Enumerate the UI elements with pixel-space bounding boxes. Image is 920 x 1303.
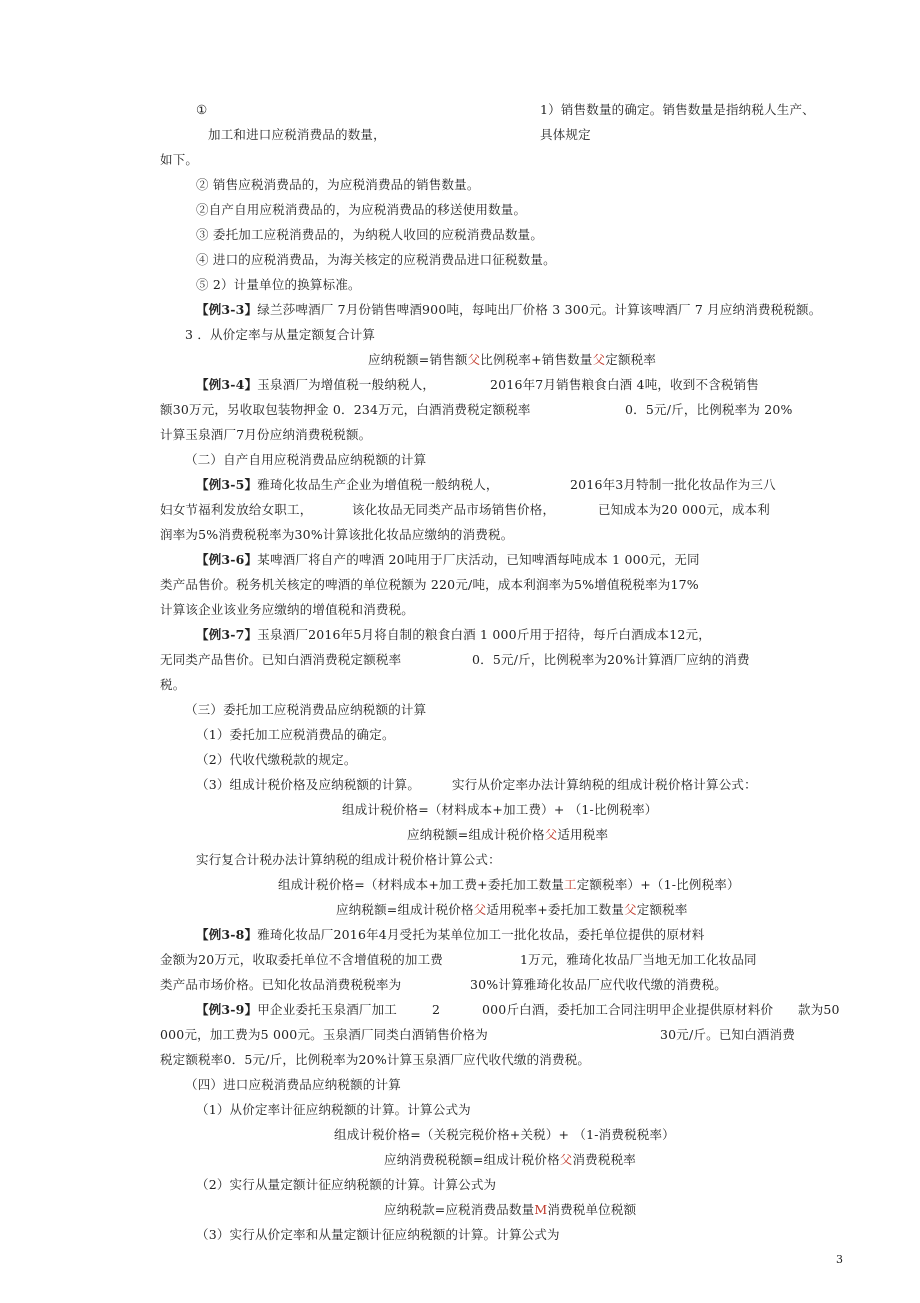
list-item: （3）实行从价定率和从量定额计征应纳税额的计算。计算公式为 [196,1227,560,1242]
formula-operator: 父 [592,352,606,367]
paragraph-text: 款为50 [798,1002,840,1017]
example-3-5 [196,476,499,494]
example-3-9 [196,1001,397,1019]
formula-part: 应纳税额=组成计税价格 [336,902,474,917]
example-text: 雅琦化妆品厂2016年4月受托为某单位加工一批化妆品，委托单位提供的原材料 [257,927,705,942]
paragraph-text: 30%计算雅琦化妆品厂应代收代缴的消费税。 [470,977,727,992]
formula-part: 消费税税率 [572,1152,636,1167]
paragraph-text: 0．5元/斤，比例税率为20%计算酒厂应纳的消费 [472,652,750,667]
paragraph-text: 实行复合计税办法计算纳税的组成计税价格计算公式： [196,852,501,867]
formula-part: 比例税率+销售数量 [480,352,593,367]
paragraph-text: 润率为5%消费税税率为30%计算该批化妆品应缴纳的消费税。 [160,527,514,542]
paragraph-text: 加工和进口应税消费品的数量， [208,127,386,142]
paragraph-text: 2 [432,1002,441,1017]
formula [368,351,656,369]
example-text: 雅琦化妆品生产企业为增值税一般纳税人， [257,477,499,492]
example-tag: 【例3-4】 [196,377,258,392]
formula [278,876,740,894]
section-heading: （四）进口应税消费品应纳税额的计算 [185,1077,401,1092]
list-item: ③ 委托加工应税消费品的，为纳税人收回的应税消费品数量。 [196,227,544,242]
paragraph-text: 计算该企业该业务应缴纳的增值税和消费税。 [160,602,415,617]
formula-operator: 父 [473,902,487,917]
formula-operator: 父 [559,1152,573,1167]
example-text: 甲企业委托玉泉酒厂加工 [257,1002,397,1017]
formula-operator: M [534,1202,548,1217]
formula-part: 应纳消费税税额=组成计税价格 [384,1152,560,1167]
list-item: ⑤ 2）计量单位的换算标准。 [196,277,361,292]
formula-part: 应纳税额=销售额 [368,352,468,367]
list-item: （3）组成计税价格及应纳税额的计算。 [196,777,421,792]
paragraph-text: 该化妆品无同类产品市场销售价格， [352,502,556,517]
formula: 组成计税价格=（材料成本+加工费）+ （1-比例税率） [342,802,658,817]
formula-operator: 父 [544,827,558,842]
paragraph-text: 1万元，雅琦化妆品厂当地无加工化妆品同 [520,952,757,967]
list-item: （1）从价定率计征应纳税额的计算。计算公式为 [196,1102,471,1117]
paragraph-text: 1）销售数量的确定。销售数量是指纳税人生产、 [540,102,815,117]
paragraph-text: 000元，加工费为5 000元。玉泉酒厂同类白酒销售价格为 [160,1027,488,1042]
example-text: 某啤酒厂将自产的啤酒 20吨用于厂庆活动，已知啤酒每吨成本 1 000元，无同 [257,552,700,567]
list-item: （2）实行从量定额计征应纳税额的计算。计算公式为 [196,1177,497,1192]
paragraph-text: 实行从价定率办法计算纳税的组成计税价格计算公式： [452,777,757,792]
example-tag: 【例3-3】 [196,302,258,317]
list-item: （2）代收代缴税款的规定。 [196,752,357,767]
example-3-8 [196,926,704,944]
paragraph-text: 额30万元，另收取包装物押金 0．234万元，白酒消费税定额税率 [160,402,531,417]
paragraph-text: 妇女节福利发放给女职工， [160,502,313,517]
paragraph-text: 000斤白酒，委托加工合同注明甲企业提供原材料价 [482,1002,774,1017]
page-number: 3 [836,1253,844,1266]
formula-part: 定额税率 [636,902,688,917]
example-text: 玉泉酒厂2016年5月将自制的粮食白酒 1 000斤用于招待，每斤白酒成本12元， [257,627,711,642]
example-tag: 【例3-5】 [196,477,258,492]
paragraph-text: 类产品市场价格。已知化妆品消费税税率为 [160,977,402,992]
paragraph-text: 计算玉泉酒厂7月份应纳消费税税额。 [160,427,372,442]
formula-part: 组成计税价格=（材料成本+加工费+委托加工数量 [278,877,565,892]
list-item: ②自产自用应税消费品的，为应税消费品的移送使用数量。 [196,202,527,217]
formula-operator: 父 [624,902,637,917]
example-3-7 [196,626,711,644]
formula: 组成计税价格=（关税完税价格+关税）+ （1-消费税税率） [334,1127,675,1142]
formula [336,901,688,919]
formula [384,1151,636,1169]
formula-operator: 工 [564,877,577,892]
example-tag: 【例3-7】 [196,627,258,642]
paragraph-text: 如下。 [160,152,199,167]
example-3-6 [196,551,700,569]
formula-operator: 父 [467,352,481,367]
paragraph-text: 0．5元/斤，比例税率为 20% [625,402,793,417]
paragraph-text: 具体规定 [540,127,591,142]
formula-part: 适用税率+委托加工数量 [486,902,625,917]
list-item: （1）委托加工应税消费品的确定。 [196,727,395,742]
example-3-3 [196,301,821,319]
section-heading: 3 ．从价定率与从量定额复合计算 [185,327,376,342]
paragraph-text: 2016年3月特制一批化妆品作为三八 [570,477,776,492]
formula [384,1201,636,1219]
paragraph-text: 税定额税率0．5元/斤，比例税率为20%计算玉泉酒厂应代收代缴的消费税。 [160,1052,591,1067]
section-heading: （二）自产自用应税消费品应纳税额的计算 [185,452,427,467]
formula-part: 应纳税额=组成计税价格 [407,827,545,842]
paragraph-text: 类产品售价。税务机关核定的啤酒的单位税额为 220元/吨，成本利润率为5%增值税税率为17% [160,577,699,592]
section-heading: （三）委托加工应税消费品应纳税额的计算 [185,702,427,717]
paragraph-text: 2016年7月销售粮食白酒 4吨，收到不含税销售 [490,377,759,392]
paragraph-text: 已知成本为20 000元，成本利 [598,502,770,517]
example-tag: 【例3-6】 [196,552,258,567]
example-text: 玉泉酒厂为增值税一般纳税人， [257,377,436,392]
example-text: 绿兰莎啤酒厂 7月份销售啤酒900吨，每吨出厂价格 3 300元。计算该啤酒厂 7 月应纳消费税税额。 [257,302,822,317]
formula [407,826,608,844]
formula-part: 消费税单位税额 [547,1202,637,1217]
list-item: ④ 进口的应税消费品，为海关核定的应税消费品进口征税数量。 [196,252,556,267]
paragraph-text: 金额为20万元，收取委托单位不含增值税的加工费 [160,952,444,967]
formula-part: 适用税率 [557,827,609,842]
item-marker-1: ① [196,102,208,117]
paragraph-text: 无同类产品售价。已知白酒消费税定额税率 [160,652,402,667]
paragraph-text: 税。 [160,677,186,692]
formula-part: 定额税率）+（1-比例税率） [576,877,740,892]
formula-part: 定额税率 [605,352,657,367]
formula-part: 应纳税款=应税消费品数量 [384,1202,535,1217]
example-tag: 【例3-9】 [196,1002,258,1017]
example-3-4 [196,376,435,394]
example-tag: 【例3-8】 [196,927,258,942]
list-item: ② 销售应税消费品的，为应税消费品的销售数量。 [196,177,480,192]
paragraph-text: 30元/斤。已知白酒消费 [660,1027,796,1042]
